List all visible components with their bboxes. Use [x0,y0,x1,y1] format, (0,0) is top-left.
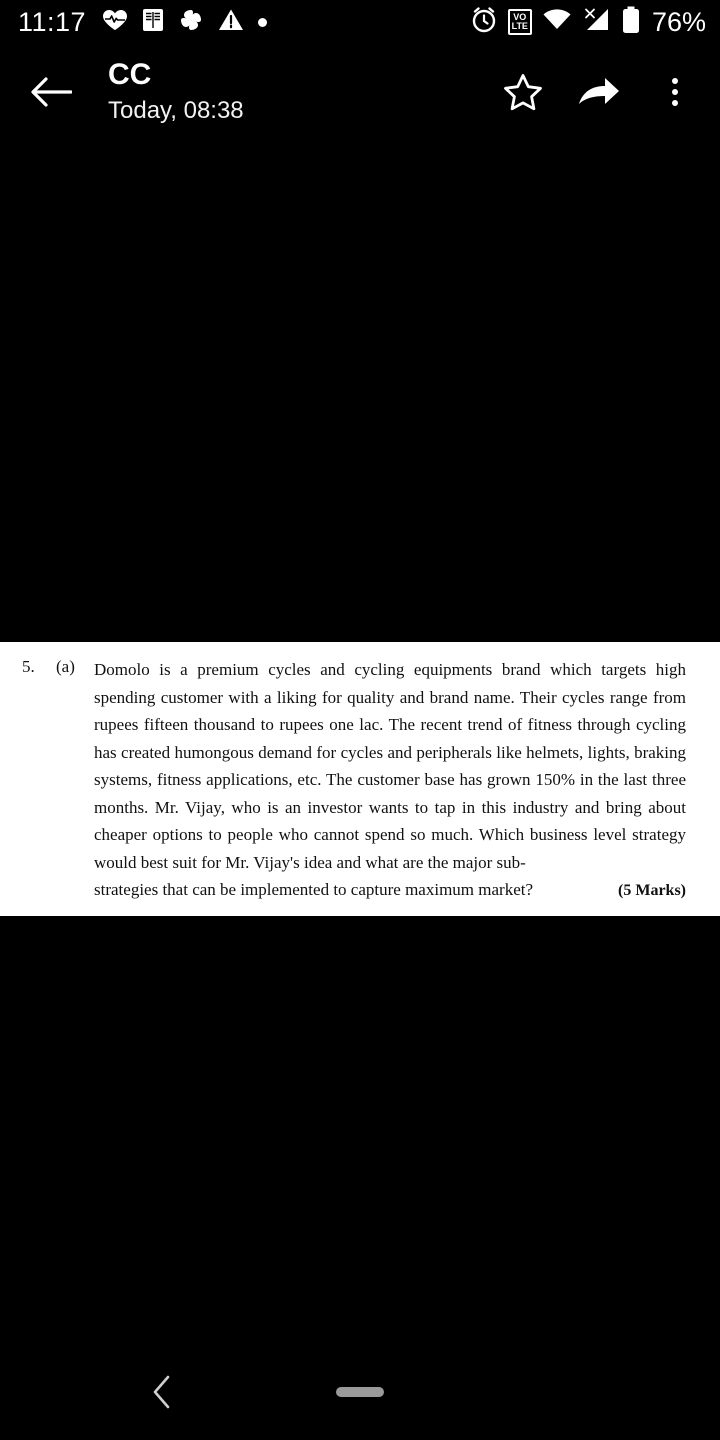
status-clock: 11:17 [18,6,87,37]
battery-icon [622,6,640,39]
question-body-text: Domolo is a premium cycles and cycling equipments brand which targets high spending customer with a liking for quality and brand name. Their cycles range from rupees fifteen thousand to rupees one lac. The recent trend of fitness through cycling has created humongous demand for cycles and peripherals like helmets, lights, braking systems, fitness applications, etc. The customer base has grown 150% in the last three months. Mr. Vijay, who is an investor wants to tap in this industry and bring about cheaper options to people who cannot spend so much. Which business level strategy would best suit for Mr. Vijay's idea and what are the major sub- [94,660,686,872]
page-title: CC [108,57,152,91]
question-marks: (5 Marks) [618,882,686,900]
overflow-menu-button[interactable] [652,69,698,115]
title-block [108,58,500,127]
volte-icon-bottom-text: LTE [511,21,528,31]
home-pill-handle[interactable] [336,1387,384,1397]
status-notification-icons [102,8,267,37]
overflow-menu-icon-dot-2 [672,89,678,95]
share-icon [577,75,621,109]
status-bar [0,0,720,44]
question-body [94,656,686,904]
image-viewer-content[interactable] [0,140,720,1344]
pinwheel-icon [178,8,204,37]
share-button[interactable] [576,69,622,115]
back-button[interactable] [26,67,76,117]
dot-icon [258,18,267,27]
warning-triangle-icon [218,8,244,37]
nav-back-icon [151,1375,173,1409]
system-navigation-bar [0,1344,720,1440]
alarm-clock-icon [470,6,498,39]
action-bar [0,44,720,140]
question-number: 5. [22,657,35,676]
overflow-menu-icon-dot-1 [672,78,678,84]
question-row [22,656,686,904]
arrow-back-icon [30,75,72,109]
wifi-icon [542,8,572,37]
volte-icon [508,9,532,35]
page-subtitle: Today, 08:38 [108,97,244,125]
star-icon [503,73,543,111]
battery-percent-label: 76% [651,6,706,37]
heartbeat-icon [102,9,128,36]
question-sub-label: (a) [56,657,75,676]
question-body-tail: strategies that can be implemented to capture maximum market? [94,880,534,900]
overflow-menu-icon-dot-3 [672,100,678,106]
volte-icon-top-text: VO [513,12,527,22]
action-bar-actions [500,69,698,115]
signal-off-icon [582,7,612,38]
status-system-icons [470,6,706,39]
question-last-line [94,876,686,904]
star-button[interactable] [500,69,546,115]
book-icon [142,8,164,37]
nav-back-button[interactable] [140,1370,184,1414]
document-page [0,642,720,916]
